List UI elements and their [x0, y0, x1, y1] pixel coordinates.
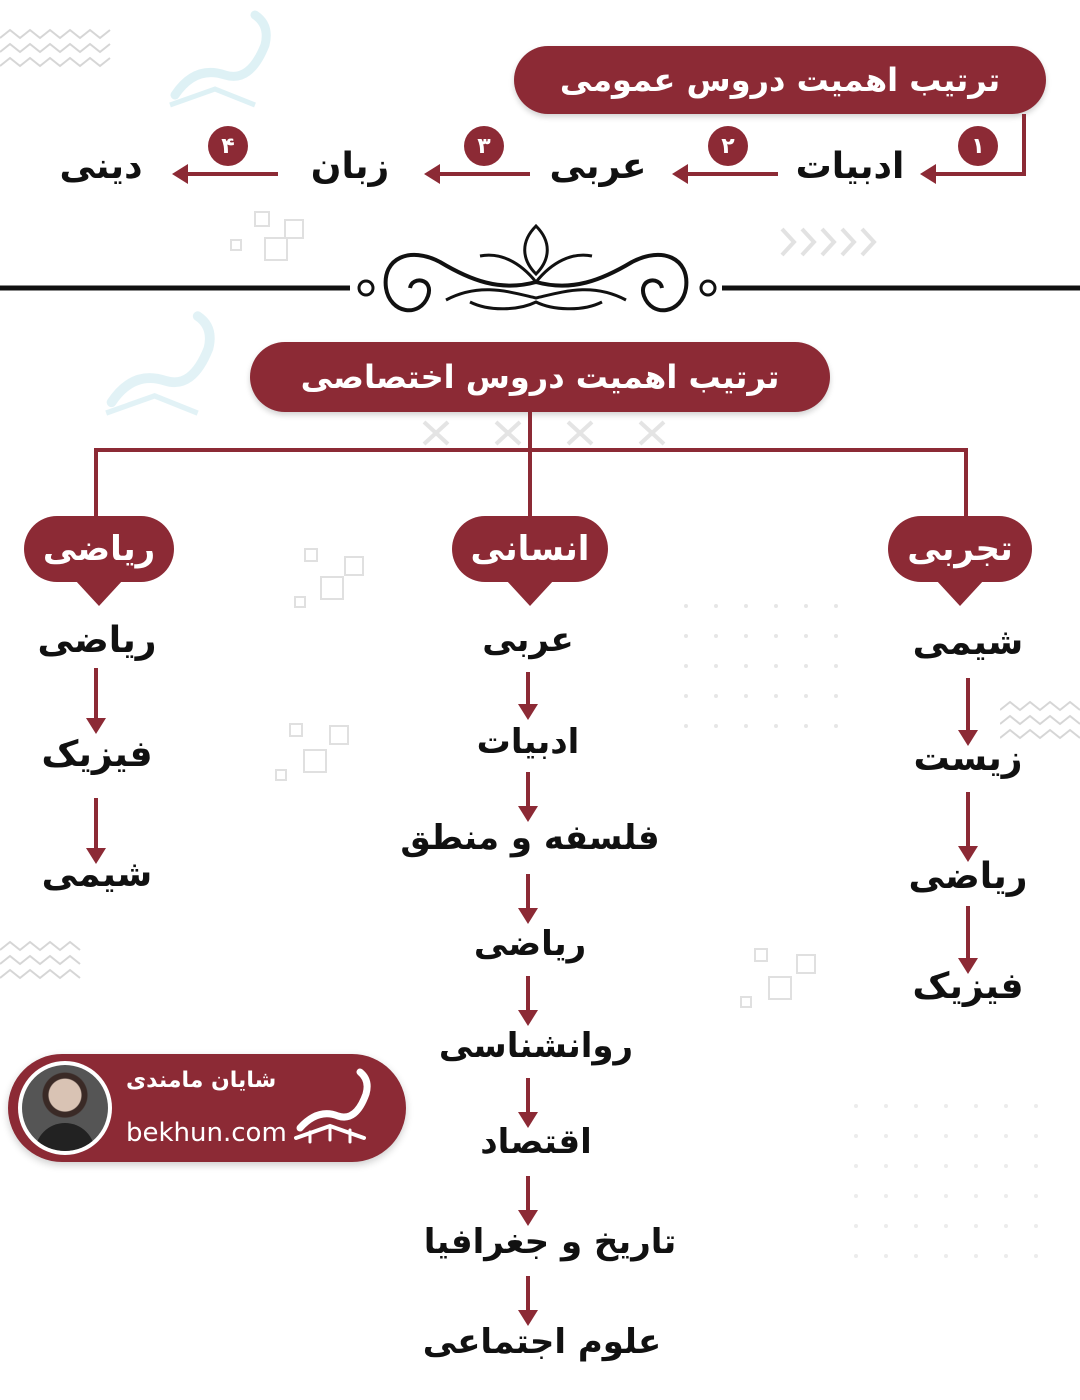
ensani-item-2: ادبیات	[476, 722, 580, 762]
ensani-item-1: عربی	[482, 620, 574, 660]
rank-badge-1: ۱	[958, 126, 998, 166]
stream-bubble-riazi: ریاضی	[24, 516, 174, 582]
author-badge	[8, 1054, 406, 1162]
general-item-zaban: زبان	[310, 146, 390, 187]
ensani-item-6: اقتصاد	[480, 1122, 592, 1162]
riazi-item-2: فیزیک	[41, 734, 153, 775]
rank-badge-2: ۲	[708, 126, 748, 166]
ensani-item-5: روانشناسی	[438, 1026, 634, 1066]
ensani-item-4: ریاضی	[473, 924, 587, 964]
riazi-item-1: ریاضی	[37, 620, 157, 661]
rank-badge-3: ۳	[464, 126, 504, 166]
author-name: شایان مامندی	[126, 1068, 277, 1093]
general-item-dini: دینی	[59, 146, 143, 187]
general-title-pill: ترتیب اهمیت دروس عمومی	[514, 46, 1046, 114]
website-link[interactable]: bekhun.com	[126, 1118, 287, 1148]
general-item-arabi: عربی	[549, 146, 647, 187]
ensani-item-7: تاریخ و جغرافیا	[423, 1222, 677, 1262]
avatar	[18, 1061, 112, 1155]
rank-badge-4: ۴	[208, 126, 248, 166]
tajrobi-item-2: زیست	[913, 738, 1023, 779]
riazi-item-3: شیمی	[41, 854, 153, 895]
tajrobi-item-1: شیمی	[912, 622, 1024, 663]
ensani-item-3: فلسفه و منطق	[400, 818, 660, 858]
general-item-adabiyat: ادبیات	[795, 146, 905, 187]
stream-bubble-ensani: انسانی	[452, 516, 608, 582]
ensani-item-8: علوم اجتماعی	[422, 1322, 662, 1362]
tajrobi-item-4: فیزیک	[912, 966, 1024, 1007]
stream-bubble-tajrobi: تجربی	[888, 516, 1032, 582]
brand-logo-icon	[290, 1068, 380, 1148]
specialized-title-pill: ترتیب اهمیت دروس اختصاصی	[250, 342, 830, 412]
tajrobi-item-3: ریاضی	[908, 856, 1028, 897]
